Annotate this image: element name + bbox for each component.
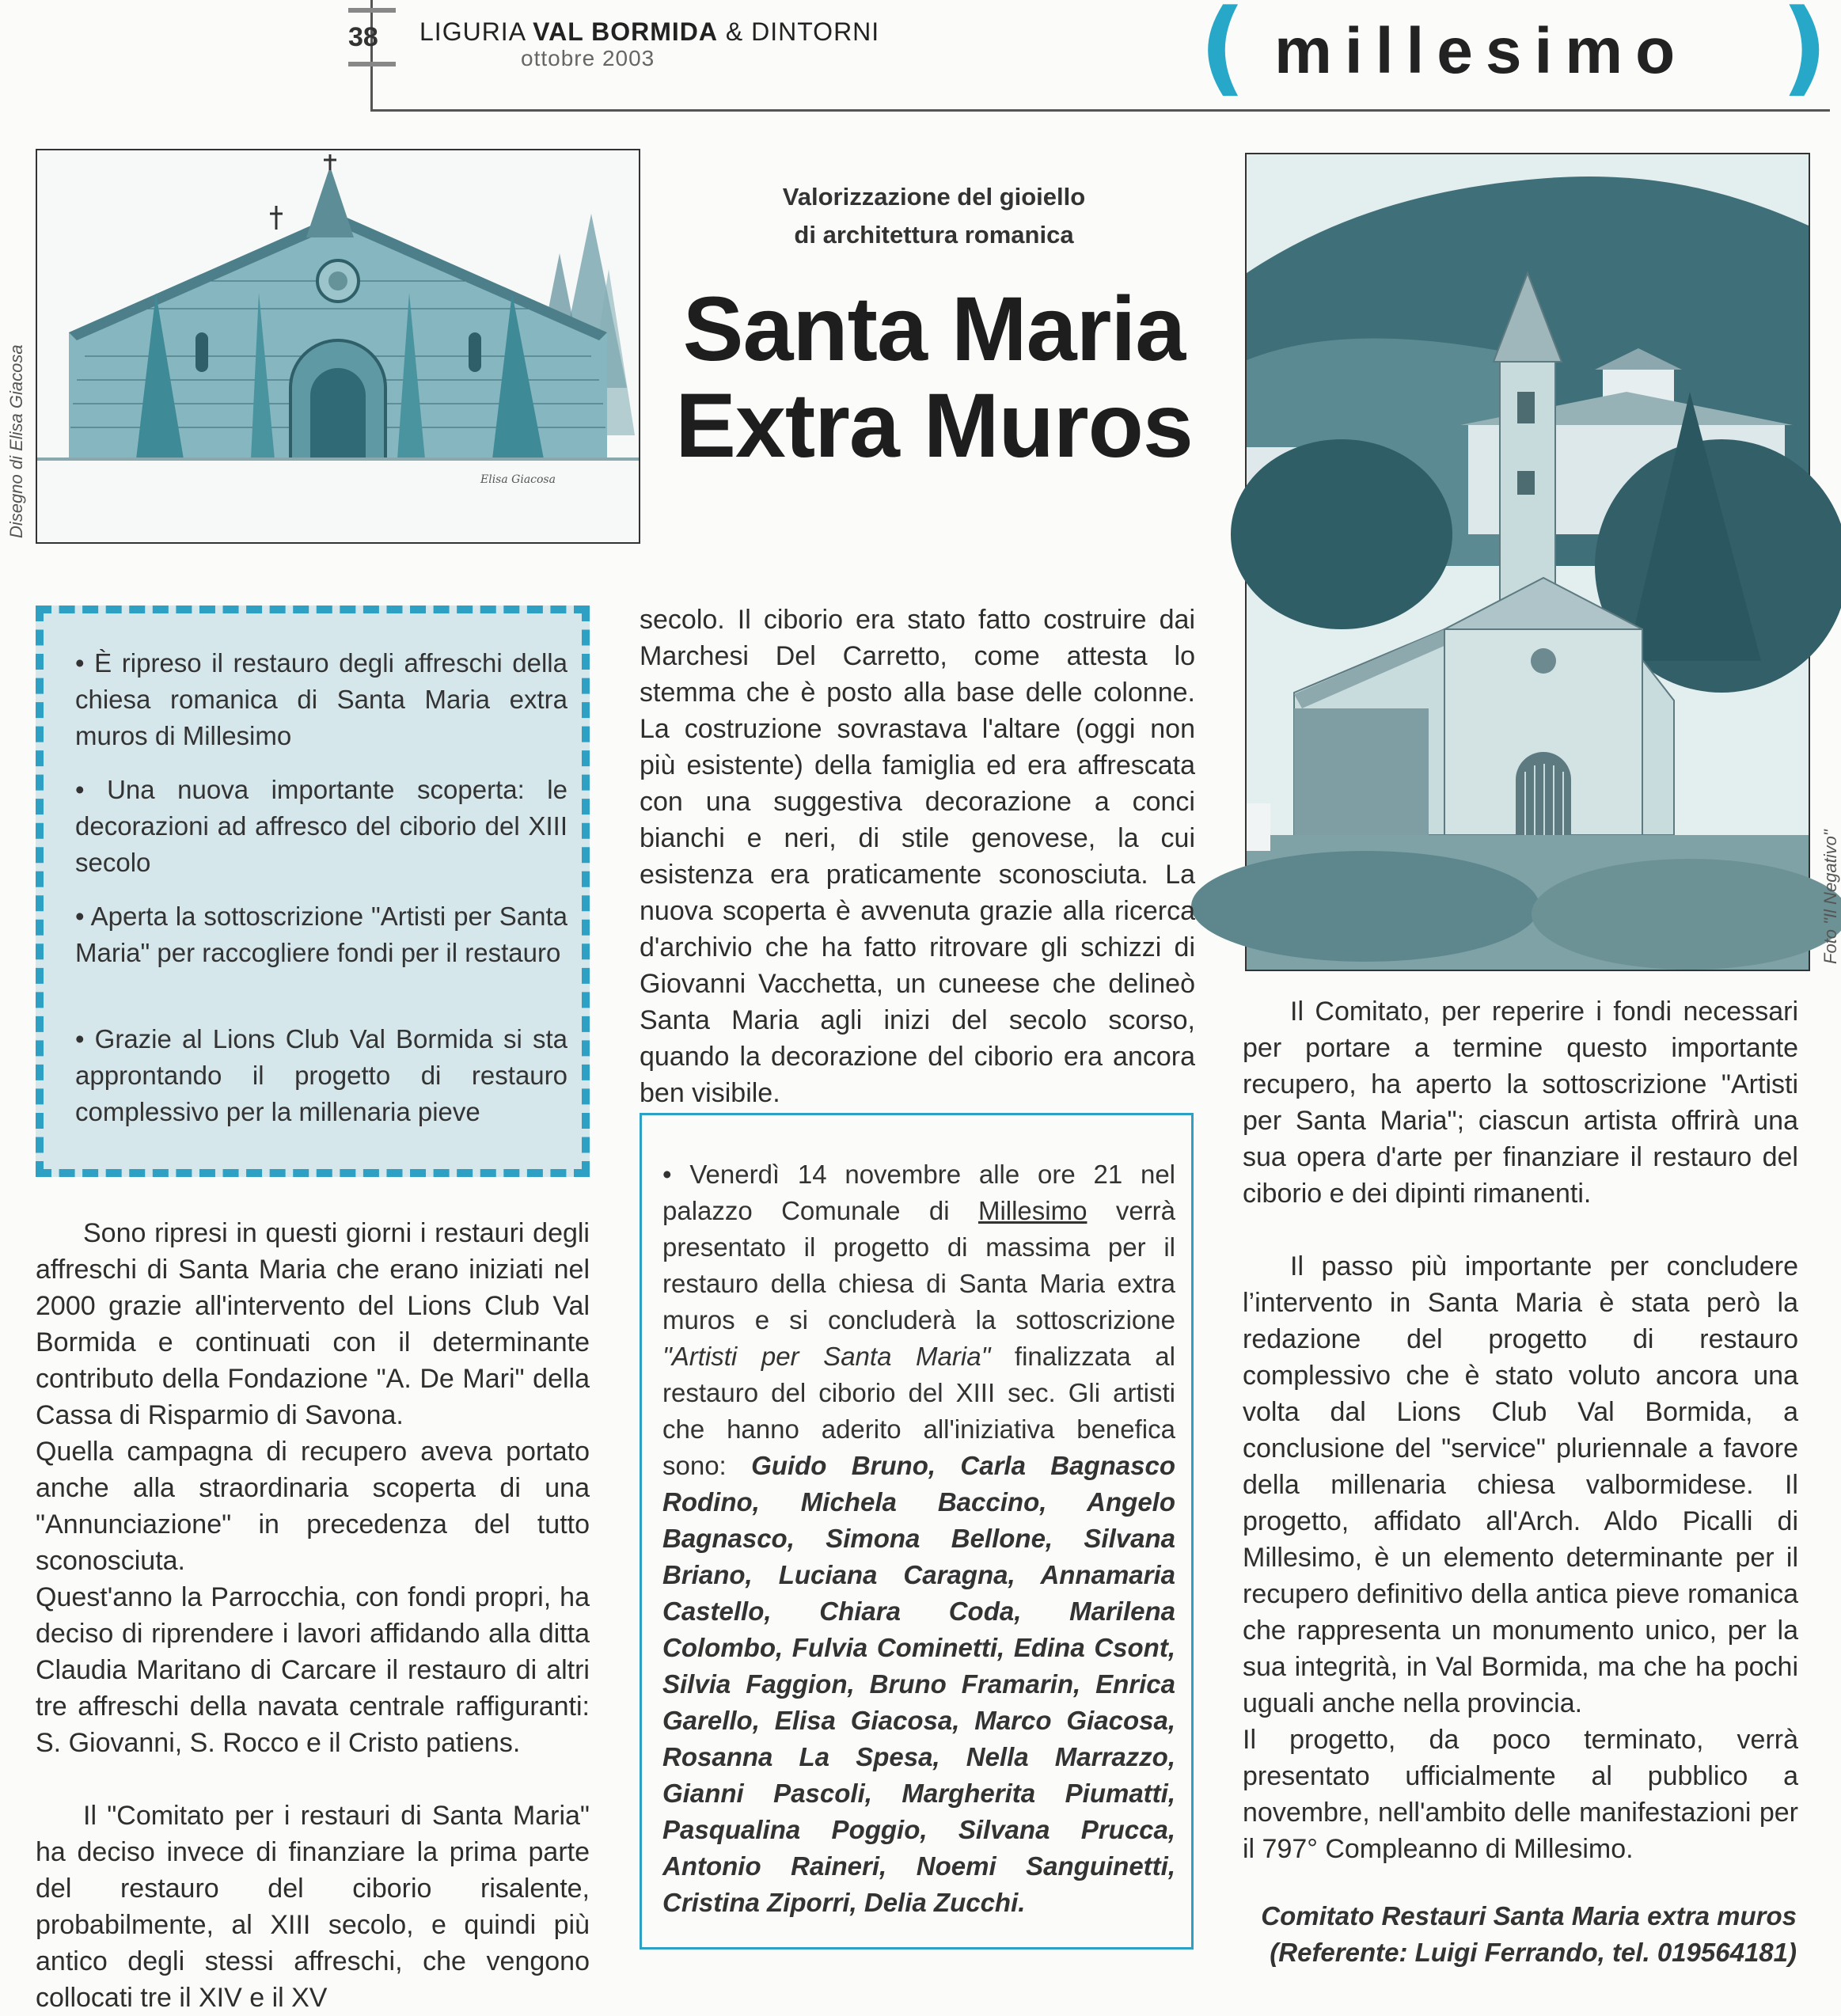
paragraph: secolo. Il ciborio era stato fatto costruire dai Marchesi Del Carretto, come attesta lo stemma che è posto alla base delle colonne. La costruzione sovrastava l'altare (oggi non più esistente) della famiglia ed era affrescata con una suggestiva decorazione a conci bianchi e neri, di stile genovese, la cui esistenza era praticamente sconosciuta. La nuova scoperta è avvenuta grazie alla ricerca d'archivio che ha fatto ritrovare gli schizzi di Giovanni Vacchetta, un cuneese che delineò Santa Maria agli inizi del secolo scorso, quando la decorazione del ciborio era ancora ben visibile. [640,605,1195,1108]
summary-bullet: • Grazie al Lions Club Val Bormida si sta approntando il progetto di restauro complessivo per la millenaria pieve [75,1024,567,1126]
header-dash [348,8,396,13]
headline [657,281,1211,474]
paragraph: Il progetto, da poco terminato, verrà presentato ufficialmente al pubblico a novembre, nell'ambito delle manifestazioni per il 797° Compleanno di Millesimo. [1243,1725,1798,1864]
church-photo-image [1247,154,1809,970]
summary-bullet: • Una nuova importante scoperta: le decorazioni ad affresco del ciborio del XIII secolo [75,775,567,877]
summary-bullet: • È ripreso il restauro degli affreschi della chiesa romanica di Santa Maria extra muros di Millesimo [75,648,567,750]
column-1 [36,1215,590,2016]
summary-box [36,606,590,1177]
kicker-line: di architettura romanica [794,221,1074,249]
paragraph: Il Comitato, per reperire i fondi necessari per portare a termine questo importante recupero, ha aperto la sottoscrizione "Artisti per Santa Maria"; ciascun artista offrirà una sua opera d'arte per finanziare il restauro del ciborio e dei dipinti rimanenti. [1243,997,1798,1209]
paragraph: Sono ripresi in questi giorni i restauri degli affreschi di Santa Maria che erano iniziati nel 2000 grazie all'intervento del Lions Club Val Bormida e continuati con il determinante contributo della Fondazione "A. De Mari" della Cassa di Risparmio di Savona. [36,1218,590,1430]
paragraph: Il "Comitato per i restauri di Santa Maria" ha deciso invece di finanziare la prima parte del restauro del ciborio risalente, probabilmente, al XIII secolo, e quindi più antico degli stessi affreschi, che vengono collocati tre il XIV e il XV [36,1801,590,2013]
kicker [681,178,1187,254]
drawing-signature: Elisa Giacosa [480,473,556,486]
header-dash [348,62,396,66]
paragraph: Quest'anno la Parrocchia, con fondi propri, ha deciso di riprendere i lavori affidando alla ditta Claudia Maritano di Carcare il restauro di altri tre affreschi della navata centrale raffiguranti: S. Giovanni, S. Rocco e il Cristo patiens. [36,1582,590,1758]
pub-highlight: VAL BORMIDA [533,17,718,46]
event-mid: verrà presentato il progetto di massima per il restauro della chiesa di Santa Maria extra muros e si concluderà la sottoscrizione [662,1196,1176,1335]
open-paren-glyph: ( [1199,0,1247,107]
publication-name [419,17,879,47]
church-drawing-illustration [37,150,639,542]
close-paren-glyph: ) [1781,0,1828,107]
headline-line: Santa Maria [682,279,1186,380]
artist-list: Guido Bruno, Carla Bagnasco Rodino, Michela Baccino, Angelo Bagnasco, Simona Bellone, Silvana Briano, Luciana Caragna, Annamaria Castello, Chiara Coda, Marilena Colombo, Fulvia Cominetti, Edina Csont, Silvia Faggion, Bruno Framarin, Enrica Garello, Elisa Giacosa, Marco Giacosa, Rosanna La Spesa, Nella Marrazzo, Gianni Pascoli, Margherita Piumatti, Pasqualina Poggio, Silvana Prucca, Antonio Raineri, Noemi Sanguinetti, Cristina Ziporri, Delia Zucchi. [662,1451,1175,1917]
event-town: Millesimo [977,1196,1088,1225]
photo-credit: Foto "Il Negativo" [1820,830,1840,964]
pub-prefix: LIGURIA [419,17,526,46]
signature-line: (Referente: Luigi Ferrando, tel. 019564181) [1270,1938,1797,1967]
event-campaign: "Artisti per Santa Maria" [662,1342,991,1371]
page-number: 38 [348,22,378,52]
church-drawing [36,149,640,544]
column-3 [1243,993,1798,1867]
event-box [640,1113,1194,1950]
event-text [662,1156,1175,1921]
event-after: finalizzata al restauro del ciborio del XIII sec. Gli artisti che hanno aderito all'iniziativa benefica sono: [662,1342,1175,1480]
section-title: millesimo [1274,15,1688,87]
summary-bullet: • Aperta la sottoscrizione "Artisti per Santa Maria" per raccogliere fondi per il restauro [75,902,567,967]
pub-suffix: & DINTORNI [725,17,880,46]
section-label [1199,0,1828,107]
header-rule-vertical [370,0,373,111]
signature-line: Comitato Restauri Santa Maria extra muros [1261,1901,1797,1931]
church-photo [1245,153,1810,971]
signature [1258,1898,1797,1971]
event-intro: • Venerdì 14 novembre alle ore 21 nel palazzo Comunale di [662,1160,1175,1225]
paragraph: Quella campagna di recupero aveva portato anche alla straordinaria scoperta di una "Annunciazione" in precedenza del tutto sconosciuta. [36,1437,590,1576]
column-2 [640,602,1195,1111]
paragraph: Il passo più importante per concludere l’intervento in Santa Maria è stata però la redazione del progetto di restauro complessivo che è stato voluto ancora una volta dal Lions Club Val Bormida, a conclusione del "service" pluriennale a favore della millenaria chiesa valbormidese. Il progetto, affidato all'Arch. Aldo Picalli di Millesimo, è un elemento determinante per il recupero definitivo della antica pieve romanica che rappresenta un monumento unico, per la sua integrità, in Val Bormida, ma che ha pochi uguali anche nella provincia. [1243,1251,1798,1718]
issue-date: ottobre 2003 [521,46,655,70]
headline-line: Extra Muros [675,375,1193,476]
header-rule [370,109,1830,112]
drawing-credit: Disegno di Elisa Giacosa [6,344,26,538]
kicker-line: Valorizzazione del gioiello [782,183,1086,211]
